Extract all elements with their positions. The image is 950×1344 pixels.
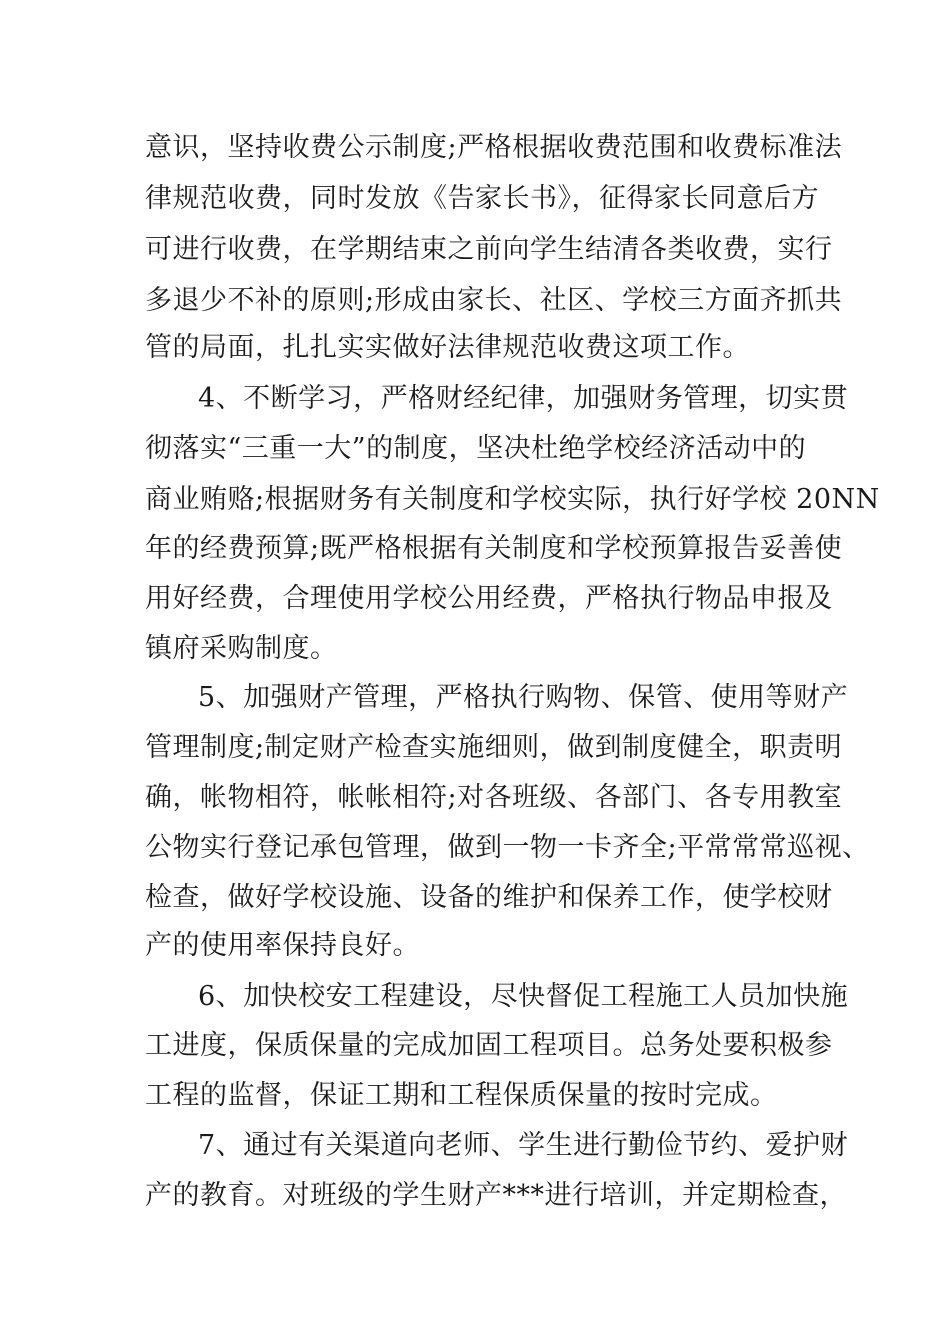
text-line: 管的局面，扎扎实实做好法律规范收费这项工作。 [145,332,750,363]
paragraph-6-start: 6、加快校安工程建设，尽快督促工程施工人员加快施 [198,981,849,1012]
paragraph-7-start: 7、通过有关渠道向老师、学生进行勤俭节约、爱护财 [198,1130,849,1161]
text-line: 商业贿赂;根据财务有关制度和学校实际，执行好学校 20NN [145,484,880,515]
text-line: 镇府采购制度。 [145,633,338,664]
text-line: 年的经费预算;既严格根据有关制度和学校预算报告妥善使 [145,533,843,564]
text-line: 律规范收费，同时发放《告家长书》，征得家长同意后方 [145,183,819,214]
paragraph-5-start: 5、加强财产管理，严格执行购物、保管、使用等财产 [198,682,849,713]
text-line: 产的教育。对班级的学生财产***进行培训，并定期检查， [145,1180,847,1211]
text-line: 产的使用率保持良好。 [145,930,420,961]
paragraph-4-start: 4、不断学习，严格财经纪律，加强财务管理，切实贯 [198,383,849,414]
text-line: 意识，坚持收费公示制度;严格根据收费范围和收费标准法 [145,132,843,163]
text-line: 确，帐物相符，帐帐相符;对各班级、各部门、各专用教室 [145,782,843,813]
text-line: 公物实行登记承包管理，做到一物一卡齐全;平常常常巡视、 [145,832,870,863]
text-line: 工程的监督，保证工期和工程保质保量的按时完成。 [145,1080,778,1111]
text-line: 工进度，保质保量的完成加固工程项目。总务处要积极参 [145,1030,833,1061]
text-line: 可进行收费，在学期结束之前向学生结清各类收费，实行 [145,234,833,265]
text-line: 彻落实“三重一大”的制度，坚决杜绝学校经济活动中的 [145,433,807,464]
text-line: 多退少不补的原则;形成由家长、社区、学校三方面齐抓共 [145,285,843,316]
text-line: 管理制度;制定财产检查实施细则，做到制度健全，职责明 [145,732,843,763]
text-line: 检查，做好学校设施、设备的维护和保养工作，使学校财 [145,882,833,913]
text-line: 用好经费，合理使用学校公用经费，严格执行物品申报及 [145,583,833,614]
